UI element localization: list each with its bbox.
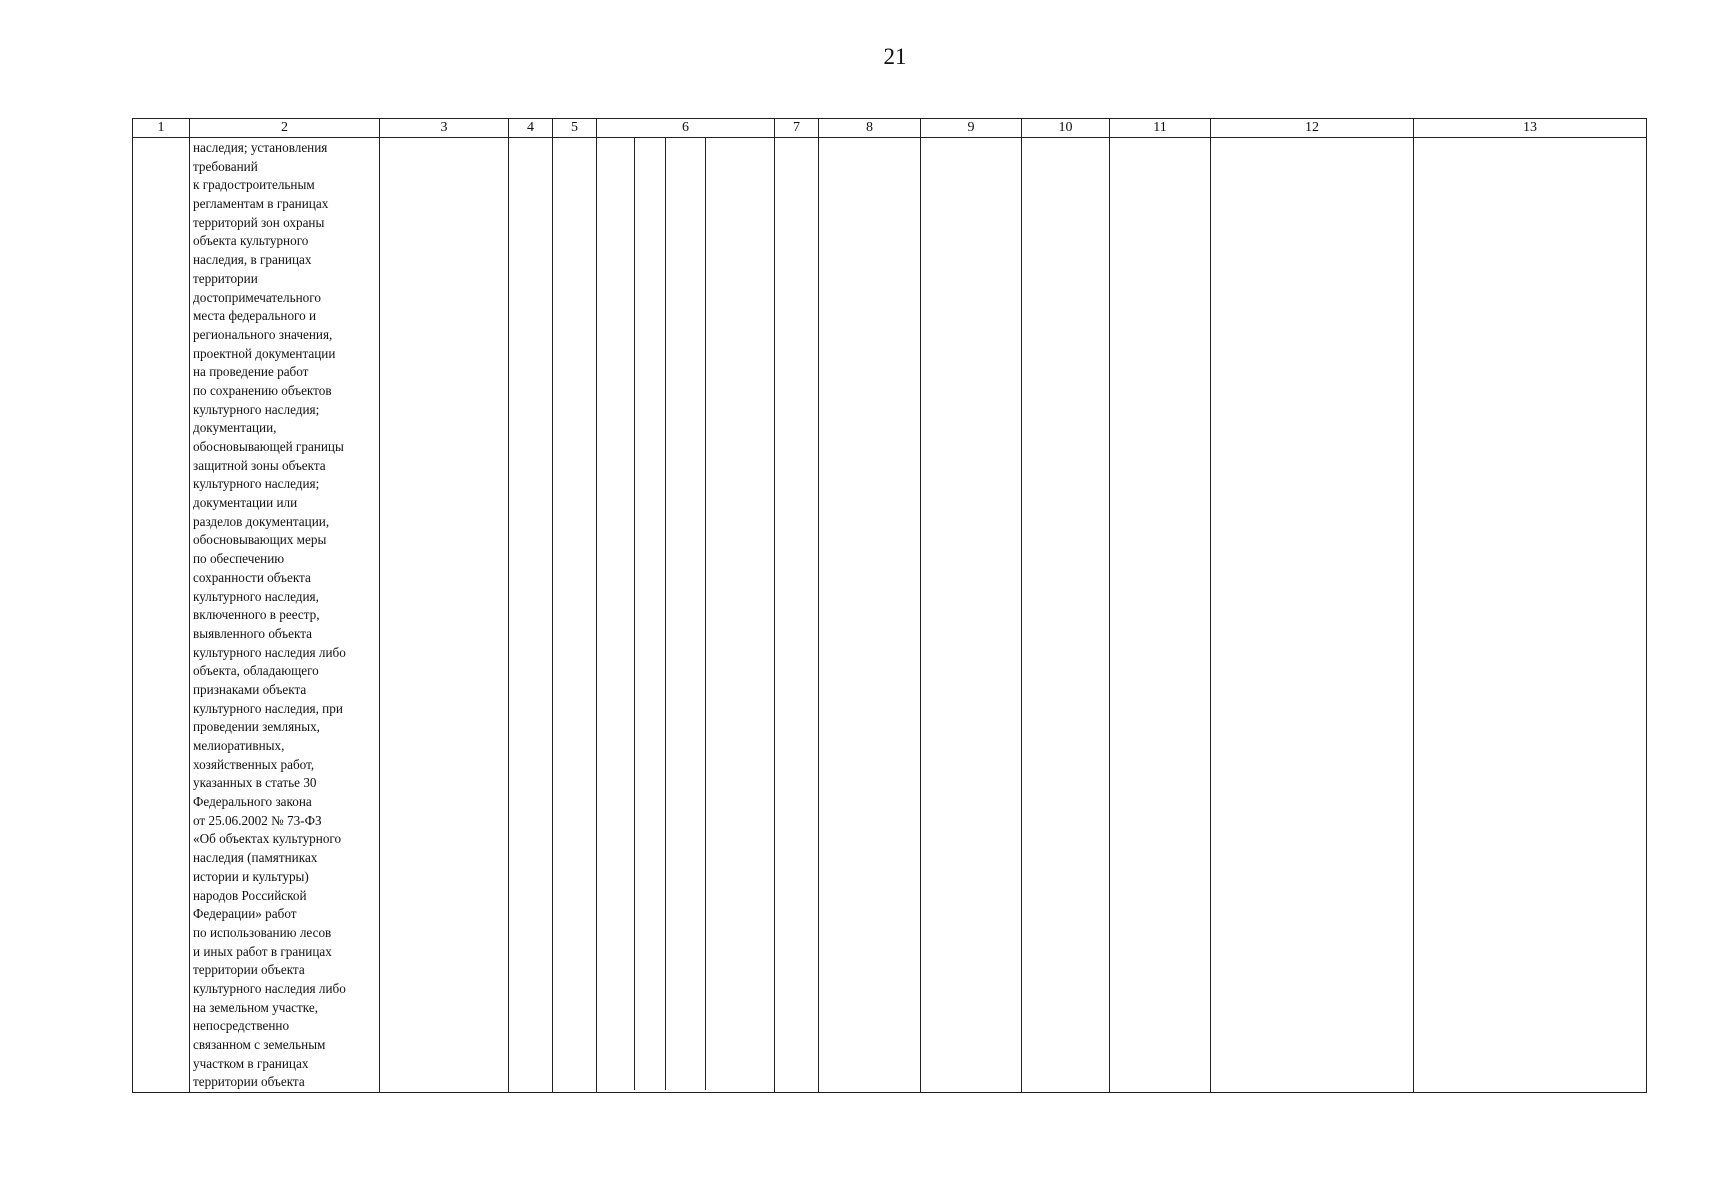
description-text bbox=[190, 138, 379, 1092]
text-line: хозяйственных работ, bbox=[193, 756, 315, 772]
text-line: достопримечательного bbox=[193, 289, 321, 305]
text-line: документации, bbox=[193, 420, 277, 436]
text-line: связанном с земельным bbox=[193, 1037, 326, 1052]
cell-col-9 bbox=[921, 138, 1022, 1093]
text-line: требований bbox=[193, 158, 258, 174]
text-line: культурного наследия либо bbox=[193, 980, 346, 996]
column-header-6: 6 bbox=[597, 119, 775, 138]
text-line: места федерального и bbox=[193, 308, 317, 324]
text-line: объекта культурного bbox=[193, 233, 309, 249]
column-header-12: 12 bbox=[1211, 119, 1414, 138]
text-line: и иных работ в границах bbox=[193, 943, 332, 959]
text-line: наследия (памятниках bbox=[193, 850, 318, 866]
text-line: культурного наследия, при bbox=[193, 700, 343, 716]
column-header-4: 4 bbox=[509, 119, 553, 138]
text-line: на проведение работ bbox=[193, 364, 309, 380]
column-header-13: 13 bbox=[1414, 119, 1647, 138]
cell-col-5 bbox=[553, 138, 597, 1093]
page-number: 21 bbox=[883, 44, 907, 69]
cell-col-11 bbox=[1110, 138, 1211, 1093]
col-6-subcolumn bbox=[706, 138, 774, 1090]
text-line: выявленного объекта bbox=[193, 625, 312, 641]
column-header-3: 3 bbox=[380, 119, 509, 138]
text-line: регионального значения, bbox=[193, 326, 333, 342]
text-line: наследия; установления bbox=[193, 140, 328, 155]
text-line: культурного наследия; bbox=[193, 401, 320, 417]
text-line: культурного наследия либо bbox=[193, 644, 346, 660]
text-line: по обеспечению bbox=[193, 551, 285, 567]
text-line: наследия, в границах bbox=[193, 252, 312, 268]
cell-col-2 bbox=[190, 138, 380, 1093]
text-line: территории объекта bbox=[193, 962, 305, 978]
text-line: территории bbox=[193, 270, 258, 286]
text-line: проведении земляных, bbox=[193, 719, 320, 735]
text-line: включенного в реестр, bbox=[193, 607, 320, 623]
text-line: признаками объекта bbox=[193, 681, 307, 697]
cell-col-13 bbox=[1414, 138, 1647, 1093]
cell-col-4 bbox=[509, 138, 553, 1093]
cell-col-1 bbox=[133, 138, 190, 1093]
cell-col-12 bbox=[1211, 138, 1414, 1093]
text-line: регламентам в границах bbox=[193, 196, 329, 212]
cell-col-3 bbox=[380, 138, 509, 1093]
column-header-2: 2 bbox=[190, 119, 380, 138]
header-row bbox=[133, 119, 1647, 138]
column-header-1: 1 bbox=[133, 119, 190, 138]
text-line: культурного наследия; bbox=[193, 476, 320, 492]
column-header-9: 9 bbox=[921, 119, 1022, 138]
column-header-8: 8 bbox=[819, 119, 921, 138]
text-line: указанных в статье 30 bbox=[193, 775, 317, 791]
text-line: обосновывающих меры bbox=[193, 532, 327, 548]
text-line: Федерального закона bbox=[193, 794, 312, 810]
cell-col-7 bbox=[775, 138, 819, 1093]
column-header-10: 10 bbox=[1022, 119, 1110, 138]
cell-col-10 bbox=[1022, 138, 1110, 1093]
text-line: непосредственно bbox=[193, 1018, 290, 1034]
table-row bbox=[133, 138, 1647, 1093]
text-line: участком в границах bbox=[193, 1055, 309, 1071]
text-line: территории объекта bbox=[193, 1074, 305, 1090]
text-line: культурного наследия, bbox=[193, 588, 319, 604]
col-6-subcolumns bbox=[597, 138, 774, 1090]
cell-col-8 bbox=[819, 138, 921, 1093]
col-6-subcolumn bbox=[635, 138, 665, 1090]
text-line: проектной документации bbox=[193, 345, 336, 361]
text-line: по использованию лесов bbox=[193, 924, 332, 940]
column-header-11: 11 bbox=[1110, 119, 1211, 138]
text-line: «Об объектах культурного bbox=[193, 831, 342, 847]
text-line: по сохранению объектов bbox=[193, 382, 332, 398]
document-table bbox=[132, 118, 1647, 1093]
text-line: народов Российской bbox=[193, 887, 307, 903]
text-line: сохранности объекта bbox=[193, 569, 311, 585]
text-line: объекта, обладающего bbox=[193, 663, 319, 679]
text-line: разделов документации, bbox=[193, 513, 330, 529]
cell-col-6 bbox=[597, 138, 775, 1093]
text-line: обосновывающей границы bbox=[193, 439, 344, 454]
column-header-7: 7 bbox=[775, 119, 819, 138]
text-line: от 25.06.2002 № 73-ФЗ bbox=[193, 812, 322, 828]
col-6-subcolumn bbox=[597, 138, 635, 1090]
col-6-subcolumn bbox=[666, 138, 706, 1090]
text-line: к градостроительным bbox=[193, 177, 315, 193]
text-line: Федерации» работ bbox=[193, 906, 297, 922]
text-line: истории и культуры) bbox=[193, 868, 309, 884]
text-line: на земельном участке, bbox=[193, 999, 319, 1015]
column-header-5: 5 bbox=[553, 119, 597, 138]
text-line: территорий зон охраны bbox=[193, 214, 325, 230]
text-line: мелиоративных, bbox=[193, 738, 285, 753]
text-line: защитной зоны объекта bbox=[193, 457, 326, 473]
text-line: документации или bbox=[193, 495, 298, 511]
